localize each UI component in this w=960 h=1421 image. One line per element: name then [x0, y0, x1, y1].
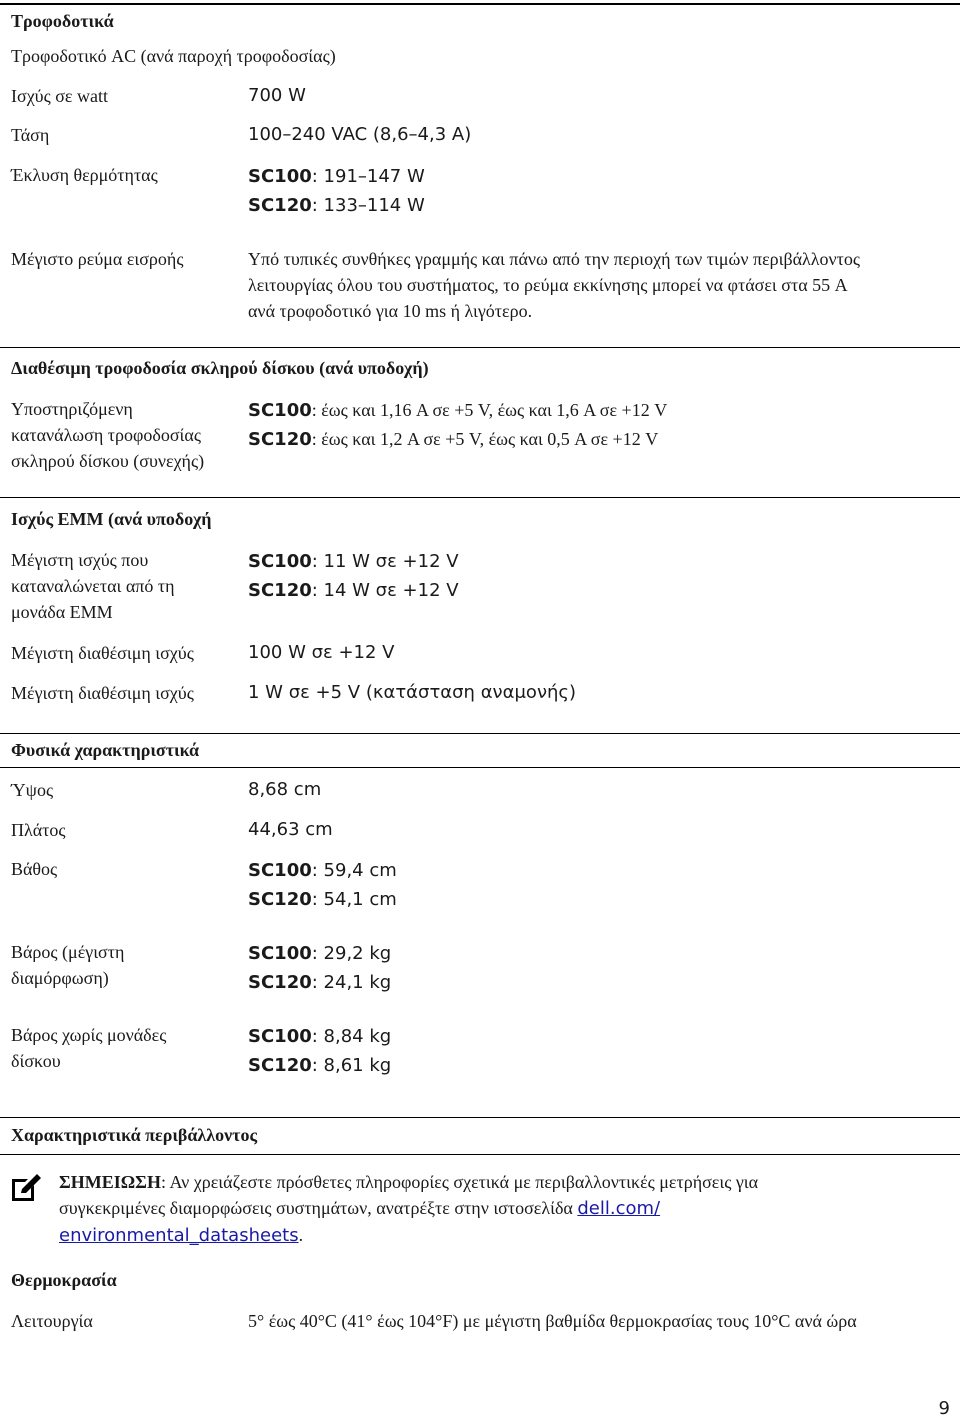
datasheet-link[interactable]: environmental_datasheets: [59, 1225, 299, 1246]
note-text: : Αν χρειάζεστε πρόσθετες πληροφορίες σχετικά με περιβαλλοντικές μετρήσεις για: [160, 1172, 759, 1192]
spec-label: Μέγιστη διαθέσιμη ισχύς: [11, 643, 194, 663]
model-value: : 29,2 kg: [311, 943, 392, 964]
text-line: καταναλώνεται από τη: [11, 576, 175, 596]
note-text: .: [298, 1225, 304, 1245]
spec-label: Λειτουργία: [11, 1311, 93, 1331]
section-divider: [0, 733, 960, 734]
spec-label: [11, 939, 239, 991]
model-name: SC100: [248, 551, 312, 572]
model-value: : 59,4 cm: [311, 860, 397, 881]
spec-label: [11, 1022, 239, 1074]
spec-value: [248, 547, 948, 605]
model-name: SC100: [248, 400, 312, 421]
spec-value: 100–240 VAC (8,6–4,3 A): [248, 124, 472, 145]
text-line: λειτουργίας όλου του συστήματος, το ρεύμα εκκίνησης μπορεί να φτάσει στα 55 A: [248, 275, 848, 295]
section-heading-environment: Χαρακτηριστικά περιβάλλοντος: [11, 1125, 258, 1145]
spec-label: Πλάτος: [11, 820, 66, 840]
model-value: : 191–147 W: [311, 166, 425, 187]
model-value: : 133–114 W: [311, 195, 425, 216]
section-heading-psu: Τροφοδοτικά: [0, 3, 960, 32]
model-name: SC120: [248, 429, 312, 450]
spec-value: [248, 856, 948, 914]
spec-value: [248, 396, 948, 454]
spec-label: [11, 547, 239, 625]
spec-value: [248, 939, 948, 997]
section-divider: [0, 1117, 960, 1118]
text-line: Υπό τυπικές συνθήκες γραμμής και πάνω από την περιοχή των τιμών περιβάλλοντος: [248, 249, 860, 269]
datasheet-link[interactable]: dell.com/: [577, 1198, 661, 1219]
spec-label: Μέγιστη διαθέσιμη ισχύς: [11, 683, 194, 703]
psu-subtitle: Τροφοδοτικό AC (ανά παροχή τροφοδοσίας): [11, 46, 336, 66]
text-line: Υποστηριζόμενη: [11, 399, 133, 419]
model-name: SC120: [248, 195, 312, 216]
text-line: σκληρού δίσκου (συνεχής): [11, 451, 205, 471]
text-line: Βάρος (μέγιστη: [11, 942, 125, 962]
spec-value: 100 W σε +12 V: [248, 642, 395, 663]
page-number: 9: [938, 1398, 950, 1419]
model-value: : 8,61 kg: [311, 1055, 392, 1076]
spec-value: 1 W σε +5 V (κατάσταση αναμονής): [248, 682, 576, 703]
model-value: : 54,1 cm: [311, 889, 397, 910]
text-line: μονάδα EMM: [11, 602, 113, 622]
model-name: SC120: [248, 1055, 312, 1076]
model-name: SC100: [248, 166, 312, 187]
subheading-temperature: Θερμοκρασία: [11, 1270, 117, 1290]
spec-value: [248, 162, 948, 220]
section-heading-emm: Ισχύς EMM (ανά υποδοχή: [11, 509, 212, 529]
spec-label: Βάθος: [11, 859, 58, 879]
text-line: δίσκου: [11, 1051, 61, 1071]
model-value: : 14 W σε +12 V: [311, 580, 459, 601]
spec-label: Ισχύς σε watt: [11, 86, 108, 106]
note-text: συγκεκριμένες διαμορφώσεις συστημάτων, ανατρέξτε στην ιστοσελίδα: [59, 1198, 578, 1218]
spec-label: Έκλυση θερμότητας: [11, 165, 158, 185]
section-heading-physical: Φυσικά χαρακτηριστικά: [11, 740, 200, 760]
spec-label: Μέγιστο ρεύμα εισροής: [11, 249, 184, 269]
model-value: : έως και 1,2 A σε +5 V, έως και 0,5 A σε +12 V: [311, 429, 659, 449]
model-value: : έως και 1,16 A σε +5 V, έως και 1,6 A σε +12 V: [311, 400, 668, 420]
section-divider: [0, 1154, 960, 1155]
model-name: SC100: [248, 943, 312, 964]
spec-value: 5° έως 40°C (41° έως 104°F) με μέγιστη βαθμίδα θερμοκρασίας τους 10°C ανά ώρα: [248, 1311, 857, 1331]
pencil-note-icon: [10, 1173, 42, 1203]
model-value: : 11 W σε +12 V: [311, 551, 459, 572]
spec-label: Τάση: [11, 125, 50, 145]
text-line: Μέγιστη ισχύς που: [11, 550, 149, 570]
note-block: [59, 1169, 919, 1249]
section-divider: [0, 347, 960, 348]
model-value: : 24,1 kg: [311, 972, 392, 993]
spec-label: [11, 396, 239, 474]
spec-value: 44,63 cm: [248, 819, 333, 840]
text-line: ανά τροφοδοτικό για 10 ms ή λιγότερο.: [248, 301, 533, 321]
model-name: SC100: [248, 1026, 312, 1047]
note-label: ΣΗΜΕΙΩΣΗ: [59, 1172, 161, 1192]
text-line: διαμόρφωση): [11, 968, 109, 988]
text-line: Βάρος χωρίς μονάδες: [11, 1025, 167, 1045]
text-line: κατανάλωση τροφοδοσίας: [11, 425, 201, 445]
spec-value: [248, 1022, 948, 1080]
spec-value: 8,68 cm: [248, 779, 322, 800]
model-name: SC100: [248, 860, 312, 881]
model-name: SC120: [248, 972, 312, 993]
spec-value: [248, 246, 948, 324]
model-name: SC120: [248, 580, 312, 601]
spec-label: Ύψος: [11, 780, 54, 800]
model-name: SC120: [248, 889, 312, 910]
section-divider: [0, 767, 960, 768]
section-heading-hdd: Διαθέσιμη τροφοδοσία σκληρού δίσκου (ανά υποδοχή): [11, 358, 429, 378]
section-divider: [0, 497, 960, 498]
model-value: : 8,84 kg: [311, 1026, 392, 1047]
spec-value: 700 W: [248, 85, 306, 106]
